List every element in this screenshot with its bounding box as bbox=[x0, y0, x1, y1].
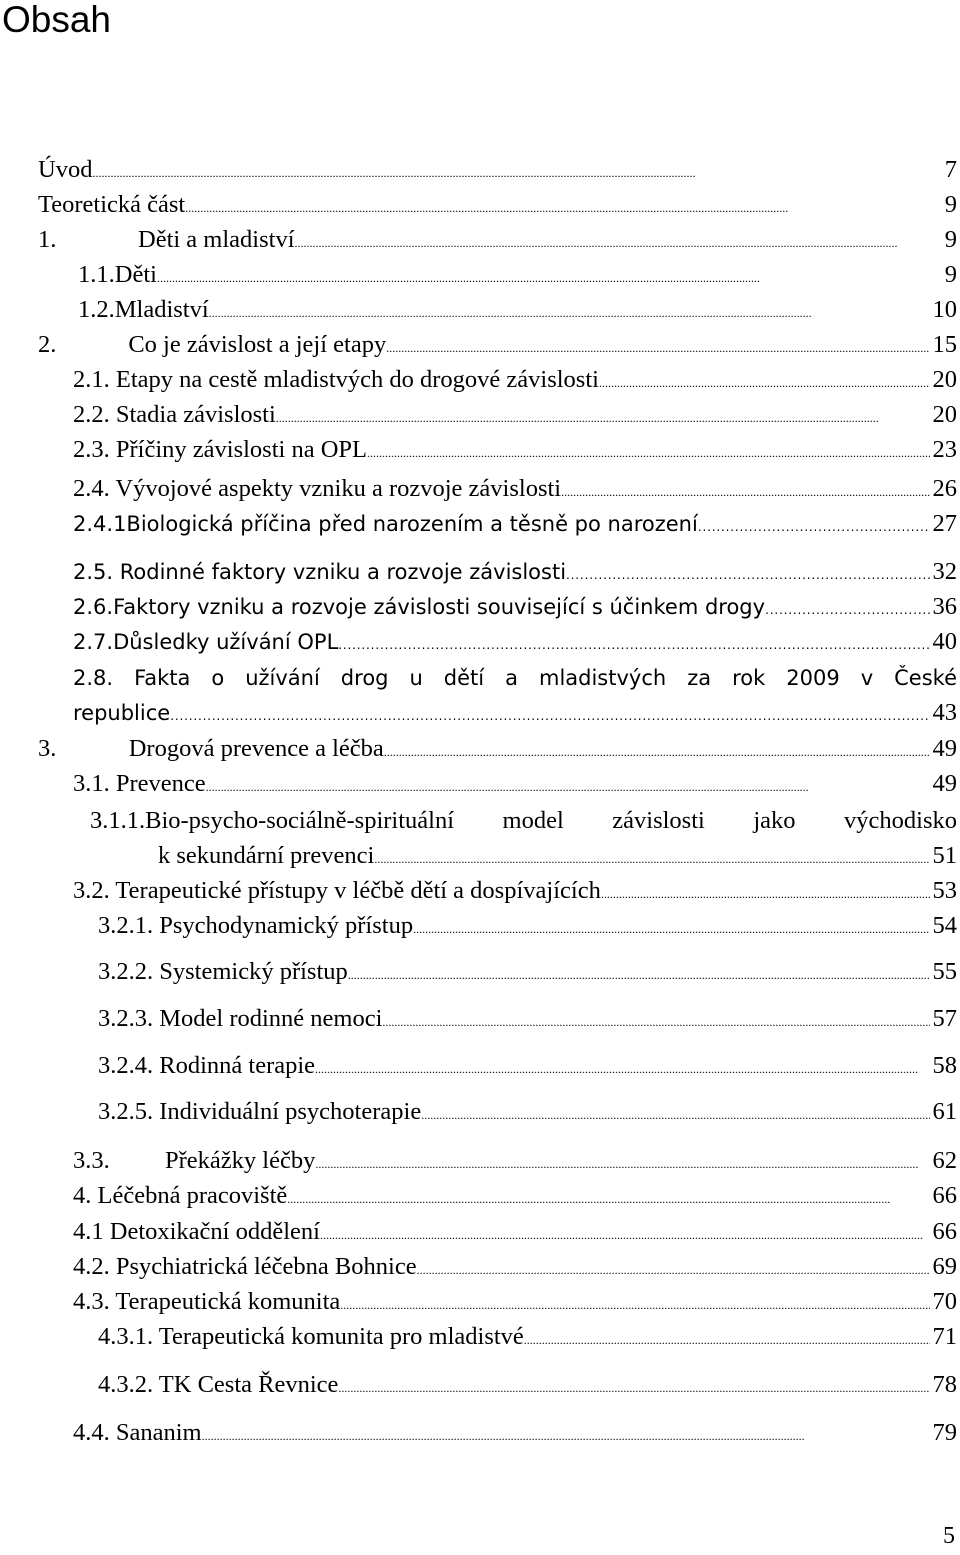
toc-entry-title: 3.2. Terapeutické přístupy v léčbě dětí a dospívajících bbox=[73, 877, 601, 904]
toc-entry[interactable] bbox=[98, 1370, 957, 1400]
toc-leader-dots bbox=[338, 627, 929, 660]
toc-entry-title: Co je závislost a její etapy bbox=[128, 331, 387, 358]
toc-leader-dots bbox=[206, 769, 930, 802]
toc-entry-page: 9 bbox=[944, 226, 957, 253]
toc-entry-page: 57 bbox=[932, 1005, 957, 1032]
toc-entry-page: 62 bbox=[932, 1147, 957, 1174]
toc-entry-page: 36 bbox=[932, 593, 957, 620]
toc-entry-title: 4.3.2. TK Cesta Řevnice bbox=[98, 1371, 339, 1398]
toc-leader-dots bbox=[599, 365, 930, 398]
toc-entry[interactable] bbox=[73, 1287, 957, 1317]
toc-leader-dots bbox=[601, 876, 930, 909]
toc-entry[interactable] bbox=[73, 365, 957, 395]
page-title: Obsah bbox=[2, 0, 112, 40]
page-number: 5 bbox=[943, 1523, 955, 1549]
toc-entry[interactable] bbox=[73, 557, 957, 587]
toc-leader-dots bbox=[295, 225, 942, 258]
toc-leader-dots bbox=[315, 1146, 929, 1179]
toc-entry-page: 26 bbox=[932, 475, 957, 502]
toc-leader-dots bbox=[185, 190, 942, 223]
toc-entry-page: 78 bbox=[932, 1371, 957, 1398]
toc-entry-page: 66 bbox=[932, 1182, 957, 1209]
toc-entry[interactable] bbox=[73, 435, 957, 465]
toc-leader-dots bbox=[287, 1181, 929, 1214]
toc-entry-page: 27 bbox=[932, 510, 957, 537]
toc-entry-page: 61 bbox=[932, 1098, 957, 1125]
toc-entry-page: 54 bbox=[932, 912, 957, 939]
toc-entry[interactable] bbox=[73, 698, 957, 728]
toc-entry-title: 2.6.Faktory vzniku a rozvoje závislosti související s účinkem drogy bbox=[73, 595, 766, 619]
toc-entry-title: 4.1 Detoxikační oddělení bbox=[73, 1218, 320, 1245]
toc-entry-page: 9 bbox=[944, 191, 957, 218]
toc-entry-number: 2. bbox=[38, 331, 57, 358]
toc-leader-dots bbox=[421, 1097, 929, 1130]
toc-entry[interactable] bbox=[73, 1418, 957, 1448]
toc-entry-title: Úvod bbox=[38, 156, 93, 183]
toc-entry[interactable] bbox=[98, 957, 957, 987]
toc-entry[interactable] bbox=[98, 1097, 957, 1127]
toc-leader-dots bbox=[92, 155, 941, 188]
toc-entry-title: 4.2. Psychiatrická léčebna Bohnice bbox=[73, 1253, 417, 1280]
toc-entry[interactable] bbox=[98, 1051, 957, 1081]
toc-leader-dots bbox=[561, 474, 929, 507]
toc-leader-dots bbox=[367, 435, 930, 468]
toc-leader-dots bbox=[386, 330, 929, 363]
toc-entry[interactable] bbox=[73, 769, 957, 799]
toc-leader-dots bbox=[338, 1370, 929, 1403]
toc-entry-page: 7 bbox=[944, 156, 957, 183]
toc-entry-page: 66 bbox=[932, 1218, 957, 1245]
toc-entry-title: 1.1.Děti bbox=[78, 261, 157, 288]
toc-entry[interactable] bbox=[73, 400, 957, 430]
toc-entry[interactable] bbox=[78, 295, 957, 325]
toc-entry-title: 2.3. Příčiny závislosti na OPL bbox=[73, 436, 367, 463]
toc-entry-title: Děti a mladiství bbox=[138, 226, 295, 253]
toc-entry[interactable] bbox=[73, 627, 957, 657]
toc-entry-page: 70 bbox=[932, 1288, 957, 1315]
toc-leader-dots bbox=[374, 841, 929, 874]
toc-leader-dots bbox=[348, 957, 930, 990]
toc-leader-dots bbox=[417, 1252, 930, 1285]
toc-leader-dots bbox=[315, 1051, 929, 1084]
toc-entry[interactable] bbox=[158, 841, 957, 871]
toc-leader-dots bbox=[566, 557, 929, 590]
toc-entry-page: 40 bbox=[932, 628, 957, 655]
toc-entry[interactable] bbox=[38, 190, 957, 220]
toc-entry-page: 69 bbox=[932, 1253, 957, 1280]
toc-entry-line1[interactable]: 3.1.1.Bio-psycho-sociálně-spirituální model závislosti jako východisko bbox=[90, 807, 957, 834]
toc-entry-title: k sekundární prevenci bbox=[158, 842, 375, 869]
toc-entry-line1[interactable]: 2.8. Fakta o užívání drog u dětí a mladistvých za rok 2009 v České bbox=[73, 666, 957, 690]
toc-entry-page: 43 bbox=[932, 699, 957, 726]
toc-entry[interactable] bbox=[38, 330, 957, 360]
toc-leader-dots bbox=[382, 1004, 929, 1037]
toc-entry-title: 2.2. Stadia závislosti bbox=[73, 401, 276, 428]
toc-entry-page: 9 bbox=[944, 261, 957, 288]
toc-entry-number: 3.3. bbox=[73, 1147, 110, 1174]
toc-entry[interactable] bbox=[73, 474, 957, 504]
toc-entry-title: Překážky léčby bbox=[165, 1147, 316, 1174]
toc-entry[interactable] bbox=[98, 1322, 957, 1352]
toc-entry[interactable] bbox=[98, 1004, 957, 1034]
toc-entry-title: 4.3.1. Terapeutická komunita pro mladistvé bbox=[98, 1323, 524, 1350]
toc-entry-title: 2.4.1Biologická příčina před narozením a těsně po narození bbox=[73, 512, 698, 536]
toc-leader-dots bbox=[698, 509, 930, 542]
toc-leader-dots bbox=[202, 1418, 930, 1451]
toc-entry[interactable] bbox=[73, 1252, 957, 1282]
toc-entry-title: 3.2.4. Rodinná terapie bbox=[98, 1052, 316, 1079]
toc-entry-title: 4.4. Sananim bbox=[73, 1419, 202, 1446]
toc-entry-title: 4. Léčebná pracoviště bbox=[73, 1182, 288, 1209]
toc-entry-number: 1. bbox=[38, 226, 57, 253]
toc-entry-title: 1.2.Mladiství bbox=[78, 296, 209, 323]
toc-entry-page: 55 bbox=[932, 958, 957, 985]
toc-entry-page: 15 bbox=[932, 331, 957, 358]
toc-entry-page: 23 bbox=[932, 436, 957, 463]
toc-entry-title: 3.2.3. Model rodinné nemoci bbox=[98, 1005, 383, 1032]
toc-leader-dots bbox=[340, 1287, 929, 1320]
toc-entry-title: republice bbox=[73, 701, 171, 725]
toc-leader-dots bbox=[765, 592, 929, 625]
toc-entry-title: 3.1. Prevence bbox=[73, 770, 206, 797]
toc-leader-dots bbox=[209, 295, 930, 328]
toc-entry-page: 53 bbox=[932, 877, 957, 904]
toc-leader-dots bbox=[320, 1217, 930, 1250]
toc-entry-title: 2.4. Vývojové aspekty vzniku a rozvoje závislosti bbox=[73, 475, 562, 502]
toc-entry-title: 3.2.5. Individuální psychoterapie bbox=[98, 1098, 422, 1125]
toc-entry[interactable] bbox=[78, 260, 957, 290]
toc-leader-dots bbox=[170, 698, 929, 731]
toc-entry-page: 71 bbox=[932, 1323, 957, 1350]
toc-entry-page: 20 bbox=[932, 401, 957, 428]
toc-leader-dots bbox=[276, 400, 930, 433]
toc-entry-page: 79 bbox=[932, 1419, 957, 1446]
toc-entry-title: 2.1. Etapy na cestě mladistvých do drogové závislosti bbox=[73, 366, 599, 393]
toc-leader-dots bbox=[413, 911, 929, 944]
toc-entry[interactable] bbox=[73, 509, 957, 539]
toc-entry-number: 3. bbox=[38, 735, 57, 762]
toc-entry-page: 49 bbox=[932, 770, 957, 797]
toc-entry[interactable] bbox=[38, 734, 957, 764]
toc-entry-title: Drogová prevence a léčba bbox=[128, 735, 384, 762]
toc-entry-title: 3.2.1. Psychodynamický přístup bbox=[98, 912, 414, 939]
toc-entry[interactable] bbox=[73, 1181, 957, 1211]
toc-leader-dots bbox=[384, 734, 930, 767]
toc-entry-page: 49 bbox=[932, 735, 957, 762]
toc-entry[interactable] bbox=[98, 911, 957, 941]
toc-entry[interactable] bbox=[73, 1217, 957, 1247]
toc-entry[interactable] bbox=[73, 1146, 957, 1176]
toc-entry[interactable] bbox=[73, 592, 957, 622]
toc-leader-dots bbox=[524, 1322, 930, 1355]
toc-leader-dots bbox=[157, 260, 942, 293]
toc-entry-page: 58 bbox=[932, 1052, 957, 1079]
toc-entry-page: 51 bbox=[932, 842, 957, 869]
toc-entry-page: 32 bbox=[932, 558, 957, 585]
toc-entry[interactable] bbox=[38, 225, 957, 255]
toc-entry-title: 2.7.Důsledky užívání OPL bbox=[73, 630, 339, 654]
toc-entry-title: 2.5. Rodinné faktory vzniku a rozvoje závislosti bbox=[73, 560, 567, 584]
toc-entry-title: 4.3. Terapeutická komunita bbox=[73, 1288, 341, 1315]
toc-entry-page: 10 bbox=[932, 296, 957, 323]
toc-entry-title: 3.2.2. Systemický přístup bbox=[98, 958, 348, 985]
toc-entry-page: 20 bbox=[932, 366, 957, 393]
toc-entry-title: Teoretická část bbox=[38, 191, 186, 218]
toc-entry[interactable] bbox=[73, 876, 957, 906]
toc-entry[interactable] bbox=[38, 155, 957, 185]
